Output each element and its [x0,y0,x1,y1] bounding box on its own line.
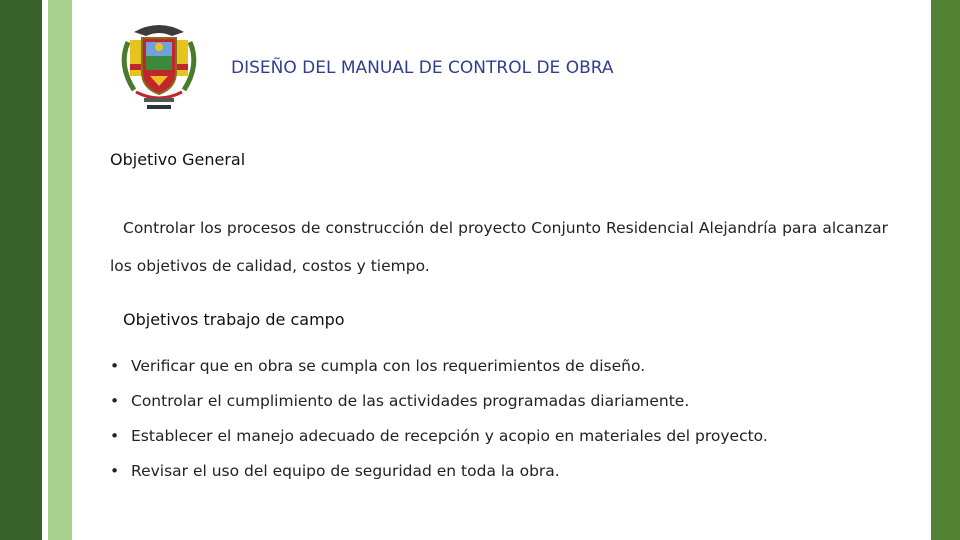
list-item-text: Controlar el cumplimiento de las actividades programadas diariamente. [131,392,690,410]
list-item-text: Revisar el uso del equipo de seguridad en toda la obra. [131,462,560,480]
list-item [110,459,768,494]
list-item-text: Verificar que en obra se cumpla con los requerimientos de diseño. [131,357,646,375]
list-item [110,424,768,459]
bullet-icon: • [110,462,120,480]
list-item-text: Establecer el manejo adecuado de recepción y acopio en materiales del proyecto. [131,427,768,445]
list-item [110,354,768,389]
objetivos-campo-list [110,354,768,494]
list-item [110,389,768,424]
right-bar [931,0,960,540]
objetivos-campo-heading: Objetivos trabajo de campo [123,310,345,329]
left-dark-bar [0,0,42,540]
coat-of-arms-logo [114,20,204,112]
bullet-icon: • [110,392,120,410]
bullet-icon: • [110,427,120,445]
objetivo-general-text: Controlar los procesos de construcción del proyecto Conjunto Residencial Alejandría para alcanzar los objetivos de calidad, costos y tiempo. [110,219,888,275]
page-title: DISEÑO DEL MANUAL DE CONTROL DE OBRA [231,58,614,78]
bullet-icon: • [110,357,120,375]
objetivo-general-heading: Objetivo General [110,150,246,169]
left-light-bar [48,0,72,540]
